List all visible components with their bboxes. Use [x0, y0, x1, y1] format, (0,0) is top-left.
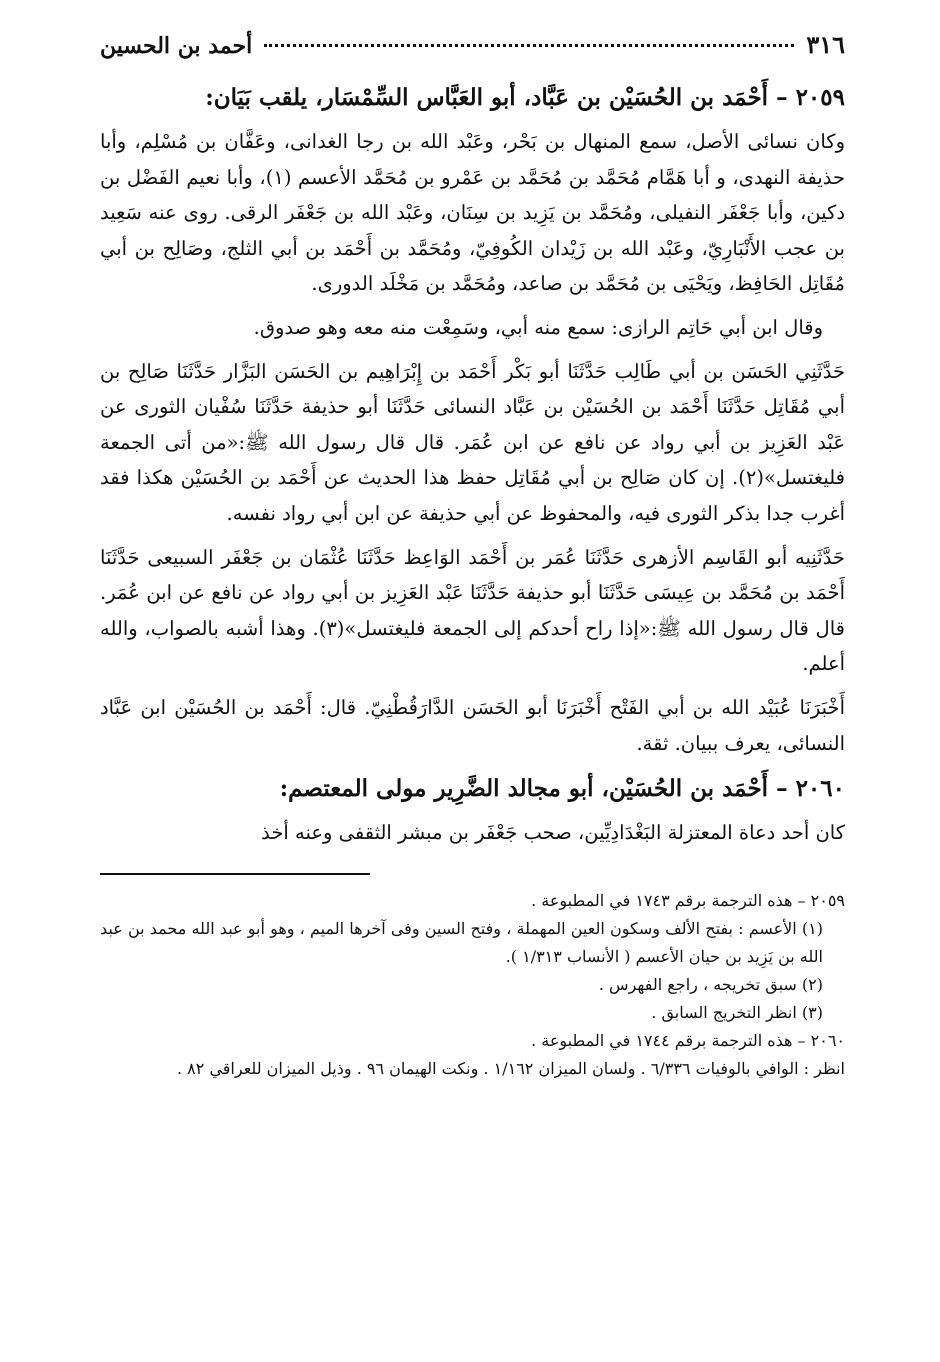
paragraph: وقال ابن أبي حَاتِم الرازى: سمع منه أبي، وسَمِعْت منه معه وهو صدوق. [253, 315, 823, 339]
running-header [100, 30, 845, 78]
footnote-separator [100, 873, 370, 875]
footnote: (٣) انظر التخريج السابق . [651, 1002, 823, 1022]
entry-number: ٢٠٦٠ [795, 775, 845, 803]
entry-title: – أَحْمَد بن الحُسَيْن، أبو مجالد الضَّرِير مولى المعتصم: [279, 775, 788, 803]
paragraph: حَدَّثَنِي الحَسَن بن أبي طَالِب حَدَّثَنَا أبو بَكْر أَحْمَد بن إِبْرَاهِيم بن الحَسَن البَزَّار حَدَّثَنَا صَالِح بن أبي مُقَاتِل حَدَّثَنَا أَحْمَد بن الحُسَيْن بن عَبَّاد النسائى حَدَّثَنَا أبو حذيفة حَدَّثَنَا سُفْيان الثورى عن عَبْد العَزِيز بن أبي رواد عن نافع عن ابن عُمَر. قال قال رسول الله ﷺ:«من أتى الجمعة فليغتسل»(٢). إن كان صَالِح بن أبي مُقَاتِل حفظ هذا الحديث عن أَحْمَد بن الحُسَيْن هكذا فقد أغرب جدا بذكر الثورى فيه، والمحفوظ عن أبي حذيفة عن ابن أبي رواد نفسه. [100, 359, 845, 525]
footnote: (٢) سبق تخريجه ، راجع الفهرس . [598, 974, 823, 994]
entry-heading-2059 [100, 78, 845, 118]
entry-title: – أَحْمَد بن الحُسَيْن بن عَبَّاد، أبو العَبَّاس السِّمْسَار، يلقب بَيَان: [205, 84, 788, 111]
running-title: أحمد بن الحسين [100, 33, 253, 59]
footnote: ٢٠٥٩ – هذه الترجمة برقم ١٧٤٣ في المطبوعة . [531, 890, 845, 910]
entry-number: ٢٠٥٩ [795, 84, 845, 111]
footnote: انظر : الوافي بالوفيات ٦/٣٣٦ . ولسان الميزان ١/١٦٢ . ونكت الهيمان ٩٦ . وذيل الميزان للعراقي ٨٢ . [177, 1058, 845, 1078]
footnote: (١) الأعسم : بفتح الألف وسكون العين المهملة ، وفتح السين وفى آخرها الميم ، وهو أبو عبد الله محمد بن عبد الله بن يَزِيد بن حيان الأعسم ( الأنساب ١/٣١٣ ). [100, 918, 823, 966]
paragraph: أَخْبَرَنَا عُبَيْد الله بن أبي الفَتْح أَخْبَرَنَا أبو الحَسَن الدَّارَقُطْنِيّ. قال: أَحْمَد بن الحُسَيْن ابن عَبَّاد النسائى، يعرف ببيان. ثقة. [100, 695, 845, 755]
page-number: ٣١٦ [806, 30, 845, 59]
paragraph: وكان نسائى الأصل، سمع المنهال بن بَحْر، وعَبْد الله بن رجا الغدانى، وعَفَّان بن مُسْلِم، وأبا حذيفة النهدى، و أبا هَمَّام مُحَمَّد بن مُحَمَّد بن عَمْرو بن مُحَمَّد الأعسم (١)، وأبا نعيم الفَضْل بن دكين، وأبا جَعْفَر النفيلى، ومُحَمَّد بن يَزِيد بن سِنَان، وعَبْد الله بن جَعْفَر الرقى. روى عنه سَعِيد بن عجب الأَنْبَارِيّ، وعَبْد الله بن زَيْدان الكُوفِيّ، ومُحَمَّد بن أَحْمَد بن أبي الثلج، وصَالِح بن أبي مُقَاتِل الحَافِظ، ويَحْيَى بن مُحَمَّد بن صاعد، ومُحَمَّد بن مَخْلَد الدورى. [100, 130, 845, 296]
header-dotted-leader [264, 44, 794, 47]
footnote: ٢٠٦٠ – هذه الترجمة برقم ١٧٤٤ في المطبوعة . [531, 1030, 845, 1050]
paragraph: حَدَّثَنِيه أبو القَاسِم الأزهرى حَدَّثَنَا عُمَر بن أَحْمَد الوَاعِظ حَدَّثَنَا عُثْمَان بن جَعْفَر السبيعى حَدَّثَنَا أَحْمَد بن مُحَمَّد بن عِيسَى حَدَّثَنَا أبو حذيفة حَدَّثَنَا عَبْد العَزِيز بن أبي رواد عن نافع عن ابن عُمَر. قال قال رسول الله ﷺ:«إذا راح أحدكم إلى الجمعة فليغتسل»(٣). وهذا أشبه بالصواب، والله أعلم. [100, 545, 845, 676]
footnotes [100, 887, 845, 1083]
entry-heading-2060 [100, 769, 845, 809]
paragraph: كان أحد دعاة المعتزلة البَغْدَادِيِّين، صحب جَعْفَر بن مبشر الثقفى وعنه أخذ [261, 821, 845, 845]
